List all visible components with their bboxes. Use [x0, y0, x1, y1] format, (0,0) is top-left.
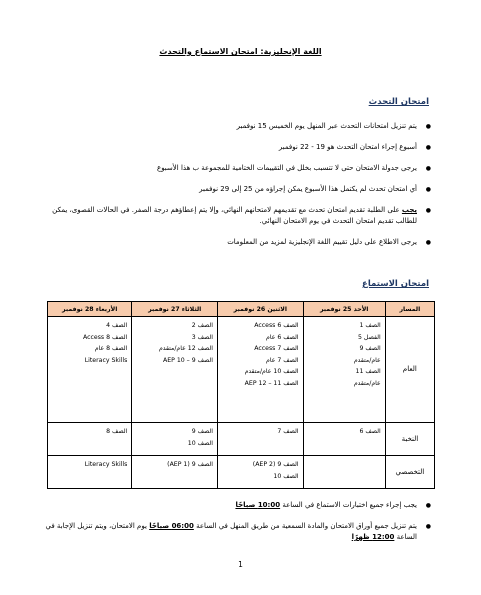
- grade-entry: الصف 9: [191, 428, 214, 435]
- grade-entry: الصف 10: [273, 472, 299, 480]
- bullet-text: يرجى جدولة الامتحان حتى لا تتسبب بخلل في التقييمات الختامية للمجموعة ب هذا الأسبوع: [157, 164, 417, 172]
- grade-entry: الصف 9 – AEP 10: [162, 356, 214, 364]
- grade-entry: الصف 3: [191, 333, 214, 341]
- bullet-text: يوم الامتحان، ويتم تنزيل الإجابة في الساعة: [45, 522, 417, 541]
- grade-entry: الصف 1: [359, 322, 381, 329]
- grade-entry: الصف 7: [277, 428, 299, 435]
- bullet-item: [43, 237, 433, 248]
- emphasis-text: 12:00 ظهرًا: [351, 533, 395, 541]
- grade-entry: الصف 6: [359, 428, 381, 435]
- grade-entry: الصف 6 Access: [254, 322, 299, 329]
- listening-exam-notes: [43, 500, 433, 553]
- column-header-track: المسار: [385, 302, 434, 317]
- track-cell: العام: [385, 317, 434, 423]
- schedule-cell: [218, 317, 304, 423]
- grade-entry: الصف 12 عام/متقدم: [158, 345, 214, 352]
- bullet-text: على الطلبة تقديم امتحان تحدث مع تقديمهم لامتحانهم النهائي، وإلا يتم إعطاؤهم درجة الصفر. في الحالات القصوى، يمكن للطالب تقديم امتحان التحدث في يوم الامتحان النهائي.: [52, 206, 417, 225]
- table-row: [48, 317, 435, 423]
- bullet-item: [43, 521, 433, 543]
- grade-entry: الصف 7 عام: [265, 356, 299, 364]
- schedule-cell: [303, 317, 385, 423]
- grade-entry: الصف 8 Access: [82, 333, 128, 341]
- schedule-cell: [48, 456, 132, 489]
- bullet-item: [43, 500, 433, 511]
- grade-entry: الصف 7 Access: [254, 345, 299, 352]
- bullet-item: [43, 121, 433, 132]
- grade-entry: الصف 9 (AEP 2): [252, 461, 299, 468]
- grade-entry: الفصل 5: [358, 333, 381, 341]
- listening-exam-heading: امتحان الاستماع: [362, 279, 429, 289]
- grade-entry: عام/متقدم: [353, 379, 381, 387]
- bullet-text: يتم تنزيل امتحانات التحدث عبر المنهل يوم الخميس 15 نوفمبر: [236, 122, 417, 130]
- schedule-cell: [132, 456, 218, 489]
- schedule-cell: [218, 456, 304, 489]
- listening-schedule-table: [47, 301, 435, 489]
- grade-entry: Literacy Skills: [84, 461, 128, 468]
- grade-entry: الصف 11: [355, 368, 381, 375]
- bullet-text: يرجى الاطلاع على دليل تقييم اللغة الإنجليزية لمزيد من المعلومات: [227, 238, 417, 246]
- grade-entry: الصف 9 (AEP 1): [167, 461, 214, 468]
- grade-entry: الصف 9: [359, 345, 381, 352]
- schedule-cell: [218, 423, 304, 456]
- schedule-cell: [303, 423, 385, 456]
- emphasis-text: يجب: [401, 206, 417, 214]
- schedule-cell: [132, 423, 218, 456]
- bullet-text: أي امتحان تحدث لم يكتمل هذا الأسبوع يمكن إجراؤه من 25 إلى 29 نوفمبر: [199, 185, 417, 193]
- speaking-exam-bullets: [43, 121, 433, 258]
- table-row: [48, 456, 435, 489]
- column-header-sunday: الأحد 25 نوفمبر: [303, 302, 385, 317]
- bullet-text: يتم تنزيل جميع أوراق الامتحان والمادة السمعية من طريق المنهل في الساعة: [193, 522, 417, 530]
- bullet-item: [43, 184, 433, 195]
- column-header-monday: الاثنين 26 نوفمبر: [218, 302, 304, 317]
- bullet-text: أسبوع إجراء امتحان التحدث هو 19 - 22 نوفمبر: [278, 143, 417, 151]
- grade-entry: عام/متقدم: [353, 356, 381, 364]
- emphasis-text: 06:00 صباحًا: [149, 522, 194, 530]
- grade-entry: الصف 11 – AEP 12: [244, 379, 299, 387]
- grade-entry: الصف 6 عام: [265, 333, 299, 341]
- schedule-cell: [48, 423, 132, 456]
- grade-entry: Literacy Skills: [84, 356, 128, 364]
- track-cell: التخصصي: [385, 456, 434, 489]
- emphasis-text: 10:00 صباحًا: [235, 501, 281, 509]
- bullet-item: [43, 142, 433, 153]
- page-title: اللغة الإنجليزية: امتحان الاستماع والتحدث: [159, 47, 322, 56]
- schedule-cell: [303, 456, 385, 489]
- table-row: [48, 423, 435, 456]
- page-number: 1: [238, 560, 243, 569]
- column-header-wednesday: الأربعاء 28 نوفمبر: [48, 302, 132, 317]
- table-header-row: [48, 302, 435, 317]
- grade-entry: الصف 10 عام/متقدم: [244, 368, 299, 375]
- track-cell: النخبة: [385, 423, 434, 456]
- schedule-cell: [132, 317, 218, 423]
- grade-entry: الصف 8 عام: [94, 345, 128, 352]
- bullet-item: [43, 205, 433, 227]
- column-header-tuesday: الثلاثاء 27 نوفمبر: [132, 302, 218, 317]
- grade-entry: الصف 10: [187, 439, 214, 447]
- grade-entry: الصف 2: [191, 322, 214, 329]
- grade-entry: الصف 8: [106, 428, 128, 435]
- speaking-exam-heading: امتحان التحدث: [368, 97, 429, 107]
- schedule-cell: [48, 317, 132, 423]
- bullet-text: يجب إجراء جميع اختبارات الاستماع في الساعة: [280, 501, 417, 509]
- bullet-item: [43, 163, 433, 174]
- grade-entry: الصف 4: [106, 322, 128, 329]
